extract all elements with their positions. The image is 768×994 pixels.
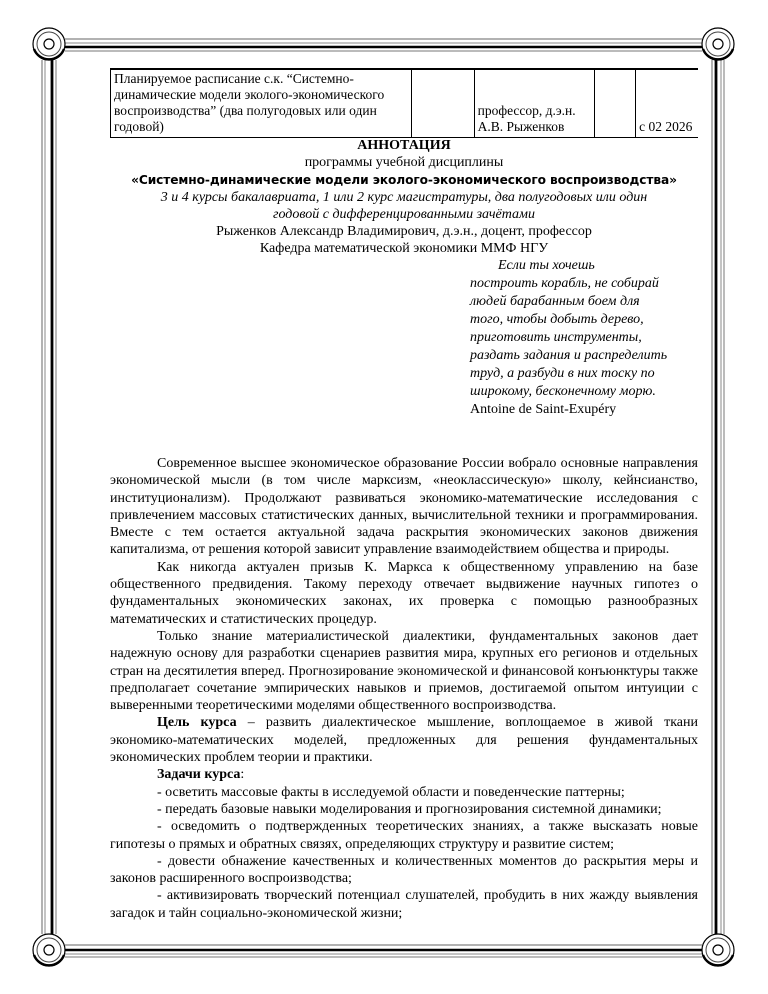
tasks-label: Задачи курса <box>157 767 241 783</box>
epigraph-line: того, чтобы добыть дерево, <box>470 312 644 327</box>
epigraph-line: построить корабль, не собирай <box>470 276 659 291</box>
paragraph: Современное высшее экономическое образование России вобрало основные направления экономической мысли (в том числе марксизм, «неоклассическую» школу, кейнсианство, институционализм). Продолжают развиваться экономико-математические исследования с привлечением массовых статистических данных, вычислительной техники и программирования. Вместе с тем остается актуальной задача раскрытия экономических законов движения капитализма, от решения которой зависит управление взаимодействием общества и природы. <box>110 456 698 558</box>
annotation-document <box>110 138 698 922</box>
corner-ornament-bottom-left <box>33 934 65 966</box>
corner-ornament-bottom-right <box>702 934 734 966</box>
table-row <box>111 69 699 138</box>
schedule-table <box>110 68 698 138</box>
task-item: - передать базовые навыки моделирования и прогнозирования системной динамики; <box>157 801 662 817</box>
frame-top <box>65 39 702 51</box>
epigraph-line: Если ты хочешь <box>498 258 595 273</box>
frame-bottom <box>65 945 702 957</box>
epigraph-line: труд, а разбуди в них тоску по <box>470 366 655 381</box>
annotation-subtitle: программы учебной дисциплины <box>304 155 504 170</box>
schedule-cell-empty <box>595 69 636 138</box>
course-name: «Системно-динамические модели эколого-экономического воспроизводства» <box>131 173 677 187</box>
task-item: - осветить массовые факты в исследуемой области и поведенческие паттерны; <box>157 784 625 800</box>
paragraph: Как никогда актуален призыв К. Маркса к общественному управлению на базе общественного предвидения. Такому переходу отвечает выдвижение научных гипотез о фундаментальных экономических законах, их проверка с помощью разнообразных математических и статистических процедур. <box>110 559 698 627</box>
goal-text: – развить диалектическое мышление, воплощаемое в живой ткани экономико-математических моделей, предложенных для решения фундаментальных экономических проблем теории и практики. <box>110 715 698 766</box>
course-years-line-2: годовой с дифференцированными зачётами <box>273 207 535 222</box>
course-department: Кафедра математической экономики ММФ НГУ <box>259 241 549 256</box>
schedule-cell-start-date: с 02 2026 <box>636 69 698 138</box>
epigraph <box>470 257 700 419</box>
corner-ornament-top-right <box>702 28 734 60</box>
tasks-heading <box>110 766 698 783</box>
corner-ornament-top-left <box>33 28 65 60</box>
annotation-title: АННОТАЦИЯ <box>357 138 451 153</box>
task-item: - осведомить о подтвержденных теоретических знаниях, а также высказать новые гипотезы о прямых и обратных связях, определяющих структуру и развитие систем; <box>110 819 698 852</box>
frame-right <box>712 60 724 934</box>
epigraph-line: людей барабанным боем для <box>470 294 640 309</box>
schedule-cell-title: Планируемое расписание с.к. “Системно-динамические модели эколого-экономического воспроизводства” (два полугодовых или один годовой) <box>111 69 412 138</box>
schedule-cell-empty <box>411 69 474 138</box>
task-item: - активизировать творческий потенциал слушателей, пробудить в них жажду выявления загадок и тайн социально-экономической жизни; <box>110 888 698 921</box>
goal-paragraph <box>110 714 698 766</box>
course-years-line-1: 3 и 4 курсы бакалавриата, 1 или 2 курс магистратуры, два полугодовых или один <box>160 190 648 205</box>
schedule-cell-teacher: профессор, д.э.н. А.В. Рыженков <box>474 69 595 138</box>
annotation-body <box>110 455 698 922</box>
frame-left <box>42 60 56 934</box>
paragraph: Только знание материалистической диалектики, фундаментальных законов дает надежную основу для разработки сценариев развития мира, крупных его регионов и отдельных стран на десятилетия вперед. Прогнозирование экономической и финансовой конъюнктуры также предполагает сочетание эмпирических навыков и приемов, достигаемой опытом интуиции с выверенными теоретическими моделями общественного воспроизводства. <box>110 628 698 714</box>
epigraph-line: раздать задания и распределить <box>470 348 668 363</box>
task-item: - довести обнажение качественных и количественных моментов до раскрытия меры и законов расширенного воспроизводства; <box>110 853 698 887</box>
tasks-colon: : <box>240 767 245 783</box>
epigraph-line: широкому, бесконечному морю. <box>470 384 656 399</box>
epigraph-signature: Antoine de Saint-Exupéry <box>470 402 617 417</box>
course-author: Рыженков Александр Владимирович, д.э.н., доцент, профессор <box>216 224 592 239</box>
goal-label: Цель курса <box>157 715 237 731</box>
epigraph-line: приготовить инструменты, <box>470 330 642 345</box>
